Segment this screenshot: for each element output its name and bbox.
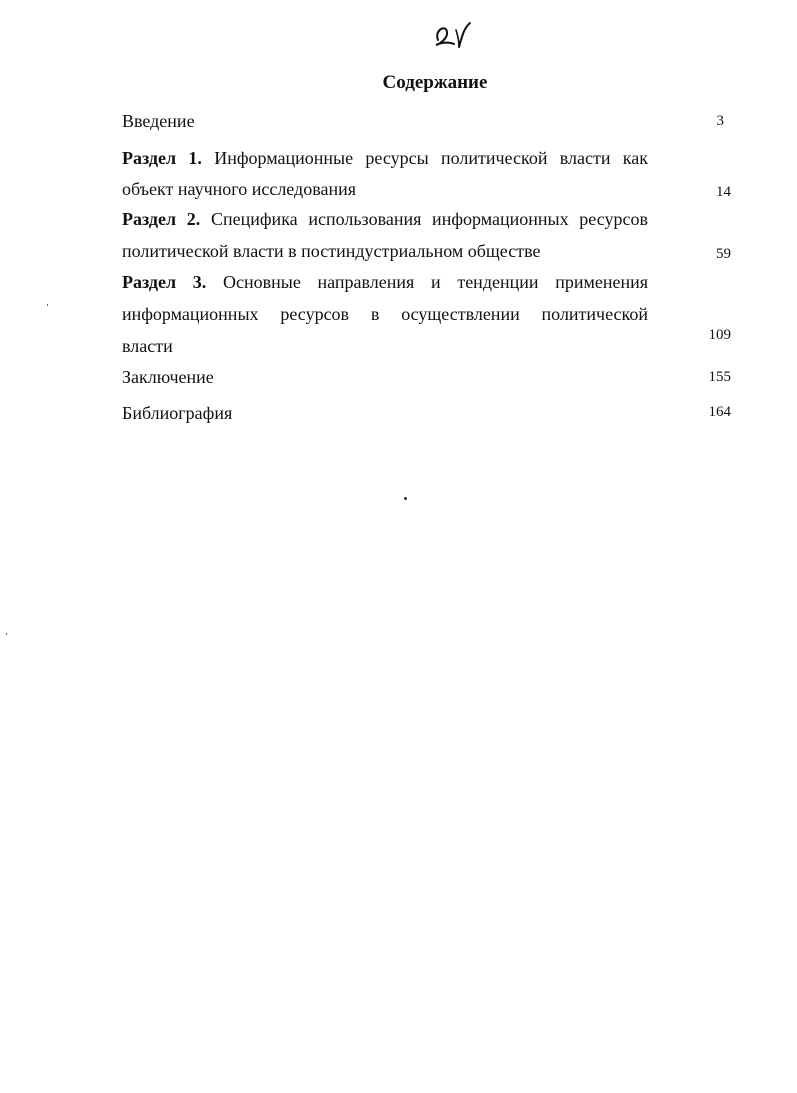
page-title: Содержание — [382, 72, 488, 93]
toc-conclusion-label: Заключение — [122, 367, 214, 387]
toc-section1-line2: объект научного исследования — [122, 179, 357, 199]
toc-bibliography-label: Библиография — [122, 403, 233, 423]
toc-conclusion-page: 155 — [708, 369, 731, 385]
toc-section3-line2: информационных ресурсов в осуществлении политической — [122, 304, 648, 324]
toc-section2-title-line1: Специфика использования информационных ресурсов — [211, 209, 648, 229]
toc-section3-page: 109 — [708, 327, 731, 343]
toc-section2-line2: политической власти в постиндустриальном обществе — [122, 241, 541, 261]
toc-section3-line1 — [122, 272, 648, 293]
scan-speck — [47, 304, 48, 306]
toc-section3-title-line1: Основные направления и тенденции применения — [223, 272, 649, 292]
scan-speck — [404, 497, 407, 500]
scan-speck — [6, 633, 7, 635]
toc-section1-title-line1: Информационные ресурсы политической власти как — [214, 148, 648, 168]
handwritten-page-mark — [432, 20, 476, 50]
toc-intro-page: 3 — [716, 113, 724, 129]
toc-bibliography-page: 164 — [708, 404, 731, 420]
toc-section2-prefix: Раздел 2. — [122, 209, 201, 229]
toc-section2-page: 59 — [716, 246, 731, 262]
toc-section1-prefix: Раздел 1. — [122, 148, 202, 168]
toc-section2-line1 — [122, 209, 648, 230]
toc-section3-line3: власти — [122, 336, 173, 356]
toc-intro-label: Введение — [122, 111, 195, 131]
toc-section1-page: 14 — [716, 184, 731, 200]
toc-section1-line1 — [122, 148, 648, 169]
toc-section3-prefix: Раздел 3. — [122, 272, 207, 292]
